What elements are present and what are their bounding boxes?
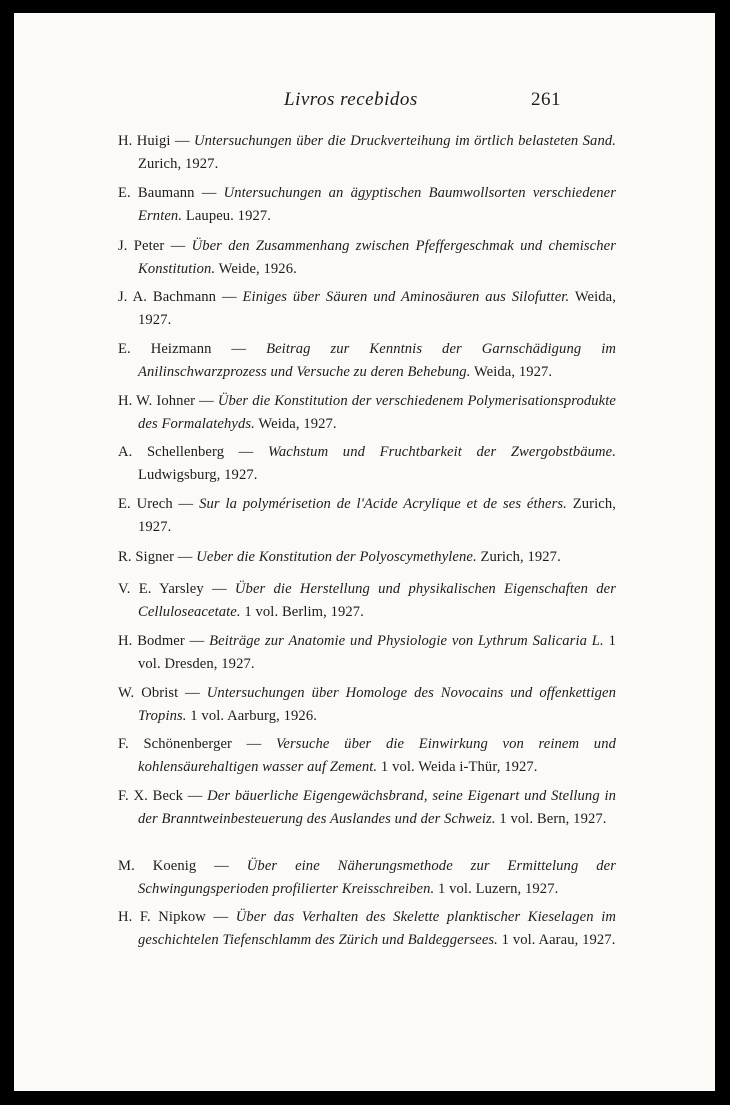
entry-title: Über eine Näherungsmethode zur Ermittelung der Schwingungsperioden profilierter Kreisschreiben. (138, 858, 616, 897)
entry-author: M. Koenig — (118, 858, 247, 874)
entry-title: Untersuchungen über Homologe des Novocains und offenkettigen Tropins. (138, 685, 616, 724)
entry-imprint: 1 vol. Aarau, 1927. (497, 931, 616, 948)
entry-imprint: 1 vol. Bern, 1927. (495, 810, 607, 827)
entry-title: Beiträge zur Anatomie und Physiologie von Lythrum Salicaria L. (209, 633, 604, 649)
entry-author: H. F. Nipkow — (118, 909, 236, 925)
page-number: 261 (531, 89, 561, 110)
entry-imprint: Weida, 1927. (254, 415, 337, 432)
entry-author: H. W. Iohner — (118, 393, 218, 409)
entry-imprint: Weida, 1927. (138, 289, 616, 328)
entry-imprint: 1 vol. Weida i-Thür, 1927. (377, 758, 538, 775)
list-item (118, 785, 616, 830)
entry-author: J. Peter — (118, 238, 192, 254)
list-item (118, 906, 616, 951)
list-item (118, 390, 616, 435)
entry-title: Über die Herstellung und physikalischen Eigenschaften der Celluloseacetate. (138, 581, 616, 620)
list-item (118, 130, 616, 175)
list-item (118, 546, 616, 569)
entry-title: Untersuchungen an ägyptischen Baumwollsorten verschiedener Ernten. (138, 185, 616, 224)
entry-imprint: 1 vol. Luzern, 1927. (434, 880, 559, 897)
running-head (14, 89, 715, 115)
entry-author: R. Signer — (118, 549, 197, 565)
list-item (118, 338, 616, 383)
entry-author: E. Urech — (118, 496, 200, 512)
list-item (118, 182, 616, 227)
entry-author: A. Schellenberg — (118, 444, 268, 460)
entry-title: Beitrag zur Kenntnis der Garnschädigung im Anilinschwarzprozess und Versuche zu deren Behebung. (138, 341, 616, 380)
entry-imprint: Weida, 1927. (470, 363, 553, 380)
list-item (118, 733, 616, 778)
list-item (118, 855, 616, 900)
entry-author: V. E. Yarsley — (118, 581, 235, 597)
entry-imprint: Zurich, 1927. (476, 549, 561, 565)
entry-title: Wachstum und Fruchtbarkeit der Zwergobstbäume. (267, 444, 616, 460)
list-item (118, 682, 616, 727)
entry-title: Einiges über Säuren und Aminosäuren aus Silofutter. (242, 289, 570, 305)
list-item (118, 578, 616, 623)
entry-author: H. Huigi — (118, 133, 194, 149)
entry-title: Ueber die Konstitution der Polyoscymethylene. (196, 549, 477, 565)
list-item (118, 235, 616, 280)
entry-imprint: Weide, 1926. (215, 260, 297, 277)
entry-title: Sur la polymérisetion de l'Acide Acrylique et de ses éthers. (199, 496, 567, 512)
entry-imprint: Zurich, 1927. (138, 155, 219, 172)
entry-author: E. Baumann — (118, 185, 224, 201)
entry-author: J. A. Bachmann — (118, 289, 243, 305)
entry-author: F. Schönenberger — (118, 736, 277, 752)
entry-author: F. X. Beck — (118, 788, 208, 804)
entry-title: Versuche über die Einwirkung von reinem und kohlensäurehaltigen wasser auf Zement. (138, 736, 616, 775)
entry-imprint: 1 vol. Berlim, 1927. (240, 603, 364, 620)
entry-title: Untersuchungen über die Druckverteihung im örtlich belasteten Sand. (193, 133, 616, 149)
entry-imprint: Zurich, 1927. (138, 496, 616, 535)
running-head-title: Livros recebidos (284, 89, 418, 110)
list-item (118, 630, 616, 675)
entry-title: Der bäuerliche Eigengewächsbrand, seine Eigenart und Stellung in der Branntweinbesteuerung des Auslandes und der Schweiz. (138, 788, 616, 827)
list-item (118, 441, 616, 486)
book-page (14, 13, 715, 1091)
entry-imprint: 1 vol. Aarburg, 1926. (186, 707, 317, 724)
entry-title: Über den Zusammenhang zwischen Pfeffergeschmak und chemischer Konstitution. (138, 238, 616, 277)
entry-author: W. Obrist — (118, 685, 207, 701)
entry-imprint: Laupeu. 1927. (182, 207, 272, 224)
list-item (118, 493, 616, 538)
entry-imprint: Ludwigsburg, 1927. (138, 466, 258, 483)
entry-author: H. Bodmer — (118, 633, 210, 649)
list-item (118, 286, 616, 331)
entry-title: Über die Konstitution der verschiedenem Polymerisationsprodukte des Formalatehyds. (138, 393, 616, 432)
entry-author: E. Heizmann — (118, 341, 267, 357)
entry-title: Über das Verhalten des Skelette planktischer Kieselagen im geschichtelen Tiefenschlamm des Zürich und Baldeggersees. (138, 909, 616, 948)
entry-imprint: 1 vol. Dresden, 1927. (138, 633, 616, 672)
